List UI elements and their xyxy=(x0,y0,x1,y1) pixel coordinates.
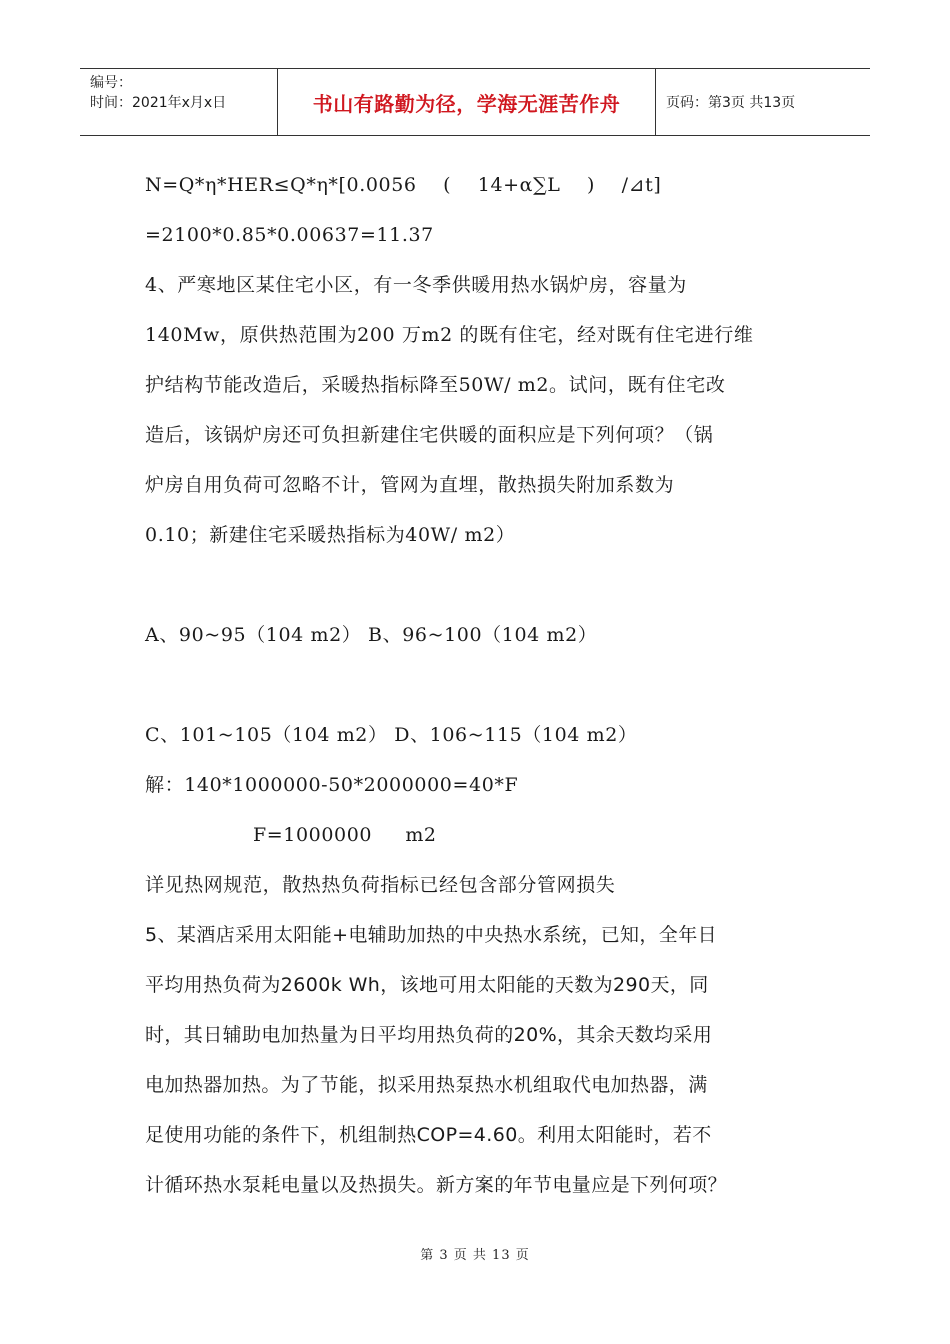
header-page-info: 页码：第3页 共13页 xyxy=(666,95,796,111)
question-5-text: 5、某酒店采用太阳能+电辅助加热的中央热水系统，已知，全年日 xyxy=(145,924,718,946)
question-4-text: 140Mw，原供热范围为200 万m2 的既有住宅，经对既有住宅进行维 xyxy=(145,324,754,346)
solution-result: F=1000000 m2 xyxy=(253,824,437,846)
question-5-text: 足使用功能的条件下，机组制热COP=4.60。利用太阳能时，若不 xyxy=(145,1124,712,1146)
spacer xyxy=(145,560,810,610)
spacer xyxy=(145,660,810,710)
question-4-text: 0.10；新建住宅采暖热指标为40W/ m2） xyxy=(145,524,516,546)
document-date: 时间：2021年x月x日 xyxy=(90,95,227,111)
header-meta xyxy=(80,69,278,135)
question-4-text: 造后，该锅炉房还可负担新建住宅供暖的面积应是下列何项？（锅 xyxy=(145,424,714,446)
document-number: 编号： xyxy=(90,75,132,91)
question-5-text: 平均用热负荷为2600k Wh，该地可用太阳能的天数为290天，同 xyxy=(145,974,709,996)
page-footer: 第 3 页 共 13 页 xyxy=(420,1248,530,1263)
header-page-info-cell xyxy=(656,69,870,135)
question-4-text: 护结构节能改造后，采暖热指标降至50W/ m2。试问，既有住宅改 xyxy=(145,374,726,396)
page-header xyxy=(80,68,870,136)
solution-line: 解：140*1000000-50*2000000=40*F xyxy=(145,774,519,796)
question-4-options-ab: A、90~95（104 m2） B、96~100（104 m2） xyxy=(145,624,598,646)
document-body xyxy=(145,160,810,1210)
question-4-options-cd: C、101~105（104 m2） D、106~115（104 m2） xyxy=(145,724,638,746)
question-5-text: 计循环热水泵耗电量以及热损失。新方案的年节电量应是下列何项？ xyxy=(145,1174,728,1196)
header-motto: 书山有路勤为径，学海无涯苦作舟 xyxy=(312,91,621,116)
question-5-text: 时，其日辅助电加热量为日平均用热负荷的20%，其余天数均采用 xyxy=(145,1024,713,1046)
question-5-text: 电加热器加热。为了节能，拟采用热泵热水机组取代电加热器，满 xyxy=(145,1074,708,1096)
solution-note: 详见热网规范，散热热负荷指标已经包含部分管网损失 xyxy=(145,874,616,896)
formula-result: =2100*0.85*0.00637=11.37 xyxy=(145,224,434,246)
question-4-text: 4、严寒地区某住宅小区，有一冬季供暖用热水锅炉房，容量为 xyxy=(145,274,687,296)
header-motto-cell xyxy=(278,69,656,135)
formula-line: N=Q*η*HER≤Q*η*[0.0056 ( 14+α∑L ) /⊿t] xyxy=(145,174,662,196)
question-4-text: 炉房自用负荷可忽略不计，管网为直埋，散热损失附加系数为 xyxy=(145,474,675,496)
